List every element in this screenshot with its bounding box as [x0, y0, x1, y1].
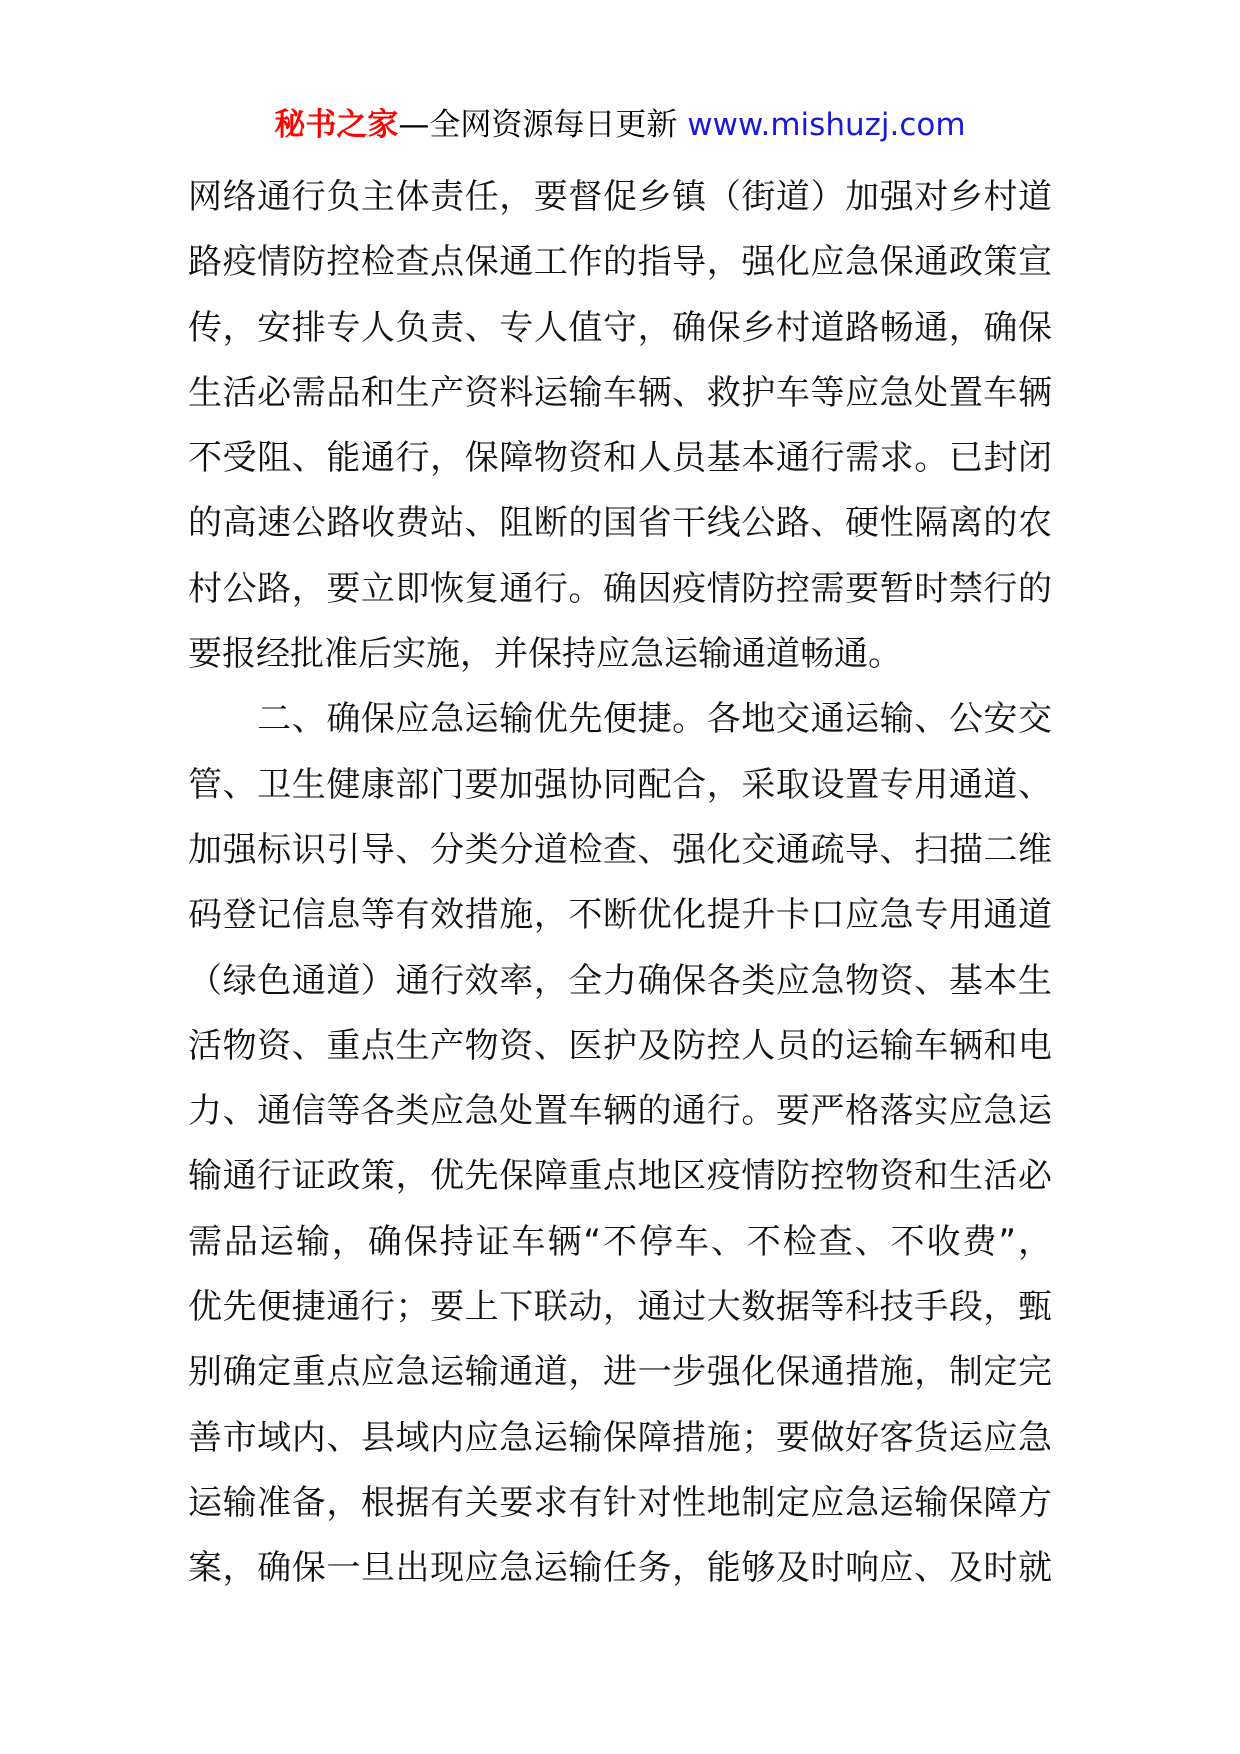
text-line: 传，安排专人负责、专人值守，确保乡村道路畅通，确保 [188, 307, 1052, 348]
text-line: 不受阻、能通行，保障物资和人员基本通行需求。已封闭 [188, 438, 1052, 479]
text-line: 加强标识引导、分类分道检查、强化交通疏导、扫描二维 [188, 829, 1052, 870]
text-line: 力、通信等各类应急处置车辆的通行。要严格落实应急运 [188, 1091, 1052, 1132]
text-line: 需品运输，确保持证车辆“不停车、不检查、不收费”， [188, 1221, 1052, 1262]
text-line: 管、卫生健康部门要加强协同配合，采取设置专用通道、 [188, 764, 1052, 805]
text-line: （绿色通道）通行效率，全力确保各类应急物资、基本生 [188, 960, 1052, 1001]
text-line: 的高速公路收费站、阻断的国省干线公路、硬性隔离的农 [188, 503, 1052, 544]
text-line: 案，确保一旦出现应急运输任务，能够及时响应、及时就 [188, 1548, 1052, 1589]
text-line: 要报经批准后实施，并保持应急运输通道畅通。 [188, 634, 902, 675]
text-line: 运输准备，根据有关要求有针对性地制定应急运输保障方 [188, 1482, 1052, 1523]
page-header [0, 100, 1240, 150]
text-line: 二、确保应急运输优先便捷。各地交通运输、公安交 [188, 699, 1052, 740]
text-line: 善市域内、县域内应急运输保障措施；要做好客货运应急 [188, 1417, 1052, 1458]
header-slogan: —全网资源每日更新 [398, 107, 688, 143]
text-line: 生活必需品和生产资料运输车辆、救护车等应急处置车辆 [188, 372, 1052, 413]
text-line: 村公路，要立即恢复通行。确因疫情防控需要暂时禁行的 [188, 568, 1052, 609]
text-line: 网络通行负主体责任，要督促乡镇（街道）加强对乡村道 [188, 177, 1052, 217]
text-line: 路疫情防控检查点保通工作的指导，强化应急保通政策宣 [188, 242, 1052, 283]
text-line: 活物资、重点生产物资、医护及防控人员的运输车辆和电 [188, 1025, 1052, 1066]
text-line: 输通行证政策，优先保障重点地区疫情防控物资和生活必 [188, 1156, 1052, 1197]
header-url-link[interactable]: www.mishuzj.com [687, 107, 966, 143]
document-body [188, 165, 1052, 1602]
text-line: 码登记信息等有效措施，不断优化提升卡口应急专用通道 [188, 895, 1052, 936]
text-line: 优先便捷通行；要上下联动，通过大数据等科技手段，甄 [188, 1287, 1052, 1328]
header-brand: 秘书之家 [274, 107, 399, 143]
text-line: 别确定重点应急运输通道，进一步强化保通措施，制定完 [188, 1352, 1052, 1393]
